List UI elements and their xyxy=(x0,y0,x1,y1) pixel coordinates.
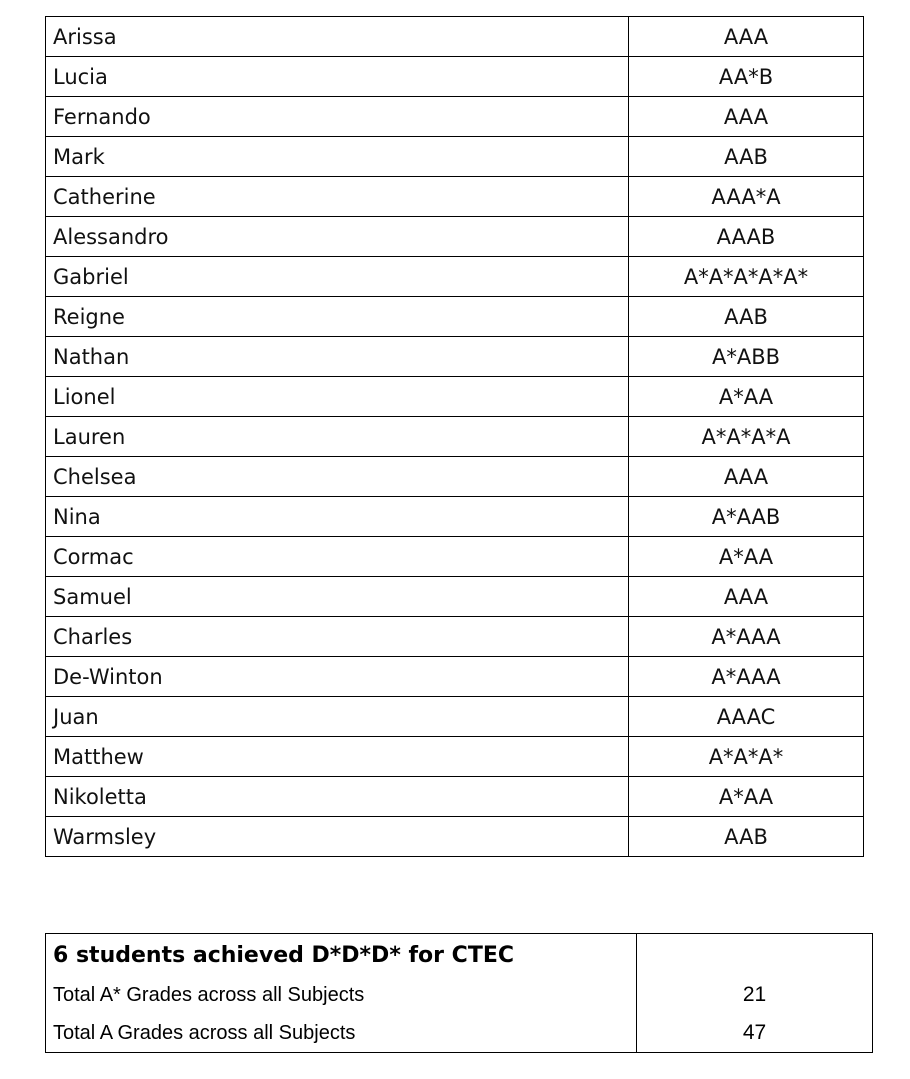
student-grades: AAA xyxy=(629,577,864,617)
summary-headline-value xyxy=(637,934,873,977)
summary-table xyxy=(45,933,873,1053)
table-row xyxy=(46,297,864,337)
table-row xyxy=(46,137,864,177)
student-name: Alessandro xyxy=(46,217,629,257)
student-grades: A*A*A*A*A* xyxy=(629,257,864,297)
total-a-star-value: 21 xyxy=(742,983,767,1006)
table-row xyxy=(46,817,864,857)
student-name: Mark xyxy=(46,137,629,177)
table-row xyxy=(46,737,864,777)
student-name: Chelsea xyxy=(46,457,629,497)
summary-a-row xyxy=(46,1014,873,1053)
student-grades: A*AAA xyxy=(629,617,864,657)
student-grades-body xyxy=(46,17,864,857)
student-grades: AAAC xyxy=(629,697,864,737)
student-name: Lauren xyxy=(46,417,629,457)
student-name: Fernando xyxy=(46,97,629,137)
student-name: Matthew xyxy=(46,737,629,777)
student-grades: AAB xyxy=(629,297,864,337)
student-name: Reigne xyxy=(46,297,629,337)
student-grades: A*AAB xyxy=(629,497,864,537)
table-row xyxy=(46,777,864,817)
summary-a-star-row xyxy=(46,976,873,1014)
student-grades: A*ABB xyxy=(629,337,864,377)
student-name: Warmsley xyxy=(46,817,629,857)
table-row xyxy=(46,57,864,97)
student-name: Cormac xyxy=(46,537,629,577)
summary-headline-row xyxy=(46,934,873,977)
student-grades: AAB xyxy=(629,817,864,857)
table-row xyxy=(46,417,864,457)
table-row xyxy=(46,337,864,377)
student-grades: A*AA xyxy=(629,777,864,817)
student-name: Nikoletta xyxy=(46,777,629,817)
table-row xyxy=(46,377,864,417)
table-row xyxy=(46,657,864,697)
total-a-star-label: Total A* Grades across all Subjects xyxy=(46,976,637,1014)
student-name: Gabriel xyxy=(46,257,629,297)
table-row xyxy=(46,217,864,257)
table-row xyxy=(46,177,864,217)
student-name: Charles xyxy=(46,617,629,657)
table-row xyxy=(46,497,864,537)
summary-body xyxy=(46,934,873,1053)
student-grades: A*AA xyxy=(629,377,864,417)
table-row xyxy=(46,97,864,137)
student-name: Nina xyxy=(46,497,629,537)
student-grades: AAA xyxy=(629,17,864,57)
student-grades: AAA xyxy=(629,457,864,497)
student-grades: AAB xyxy=(629,137,864,177)
student-name: De-Winton xyxy=(46,657,629,697)
table-row xyxy=(46,577,864,617)
table-row xyxy=(46,17,864,57)
student-name: Juan xyxy=(46,697,629,737)
summary-headline: 6 students achieved D*D*D* for CTEC xyxy=(46,934,637,977)
table-row xyxy=(46,257,864,297)
student-name: Lionel xyxy=(46,377,629,417)
table-row xyxy=(46,537,864,577)
student-grades: AAAB xyxy=(629,217,864,257)
student-name: Samuel xyxy=(46,577,629,617)
table-row xyxy=(46,457,864,497)
table-row xyxy=(46,697,864,737)
student-grades: AAA xyxy=(629,97,864,137)
student-name: Catherine xyxy=(46,177,629,217)
student-name: Lucia xyxy=(46,57,629,97)
table-row xyxy=(46,617,864,657)
student-grades: A*A*A*A xyxy=(629,417,864,457)
total-a-label: Total A Grades across all Subjects xyxy=(46,1014,637,1053)
student-grades: AA*B xyxy=(629,57,864,97)
student-grades: A*AA xyxy=(629,537,864,577)
student-grades-table xyxy=(45,16,864,857)
student-name: Arissa xyxy=(46,17,629,57)
total-a-value: 47 xyxy=(742,1021,767,1044)
student-name: Nathan xyxy=(46,337,629,377)
student-grades: A*A*A* xyxy=(629,737,864,777)
student-grades: A*AAA xyxy=(629,657,864,697)
student-grades: AAA*A xyxy=(629,177,864,217)
